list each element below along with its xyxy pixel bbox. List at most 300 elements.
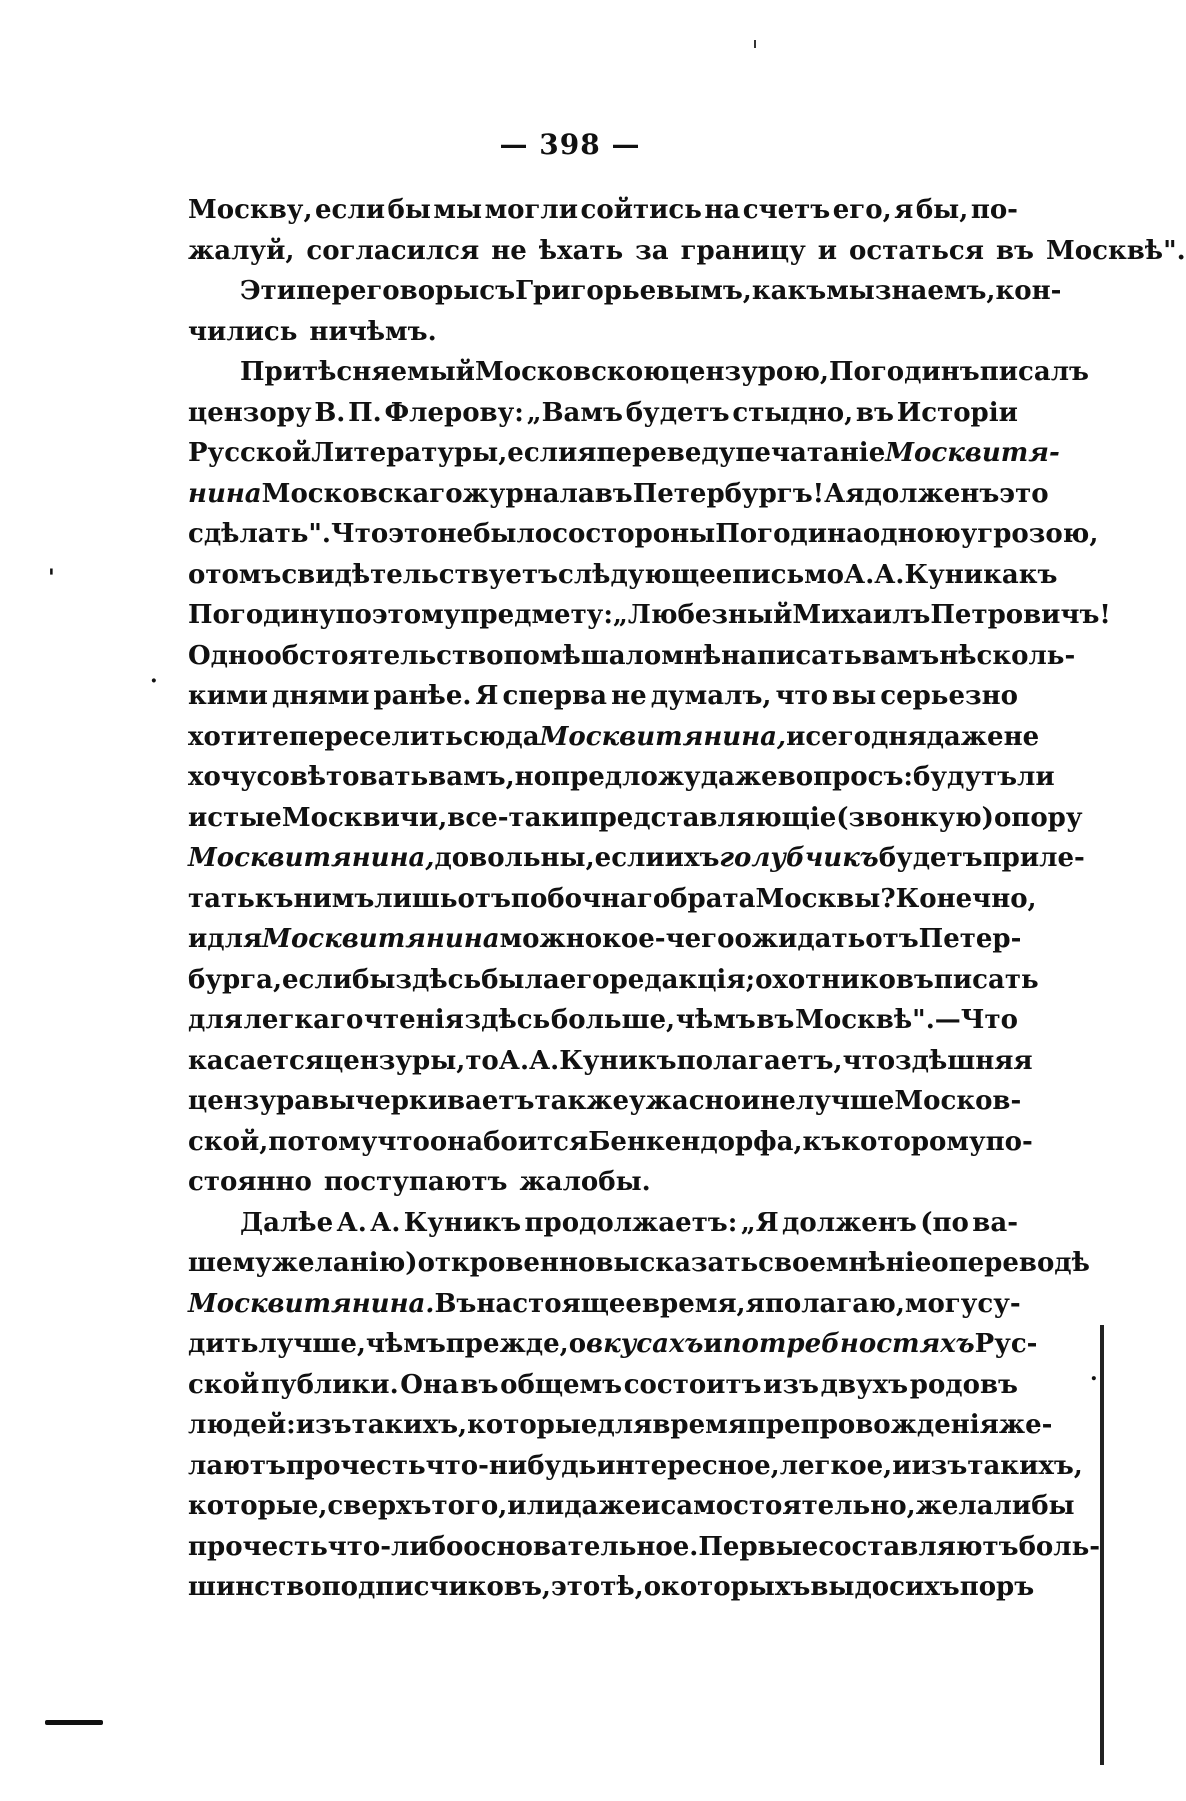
word: днями — [272, 681, 370, 711]
word: переговоры — [296, 276, 480, 306]
word: Москвѣ".—Что — [795, 1005, 1018, 1035]
word: боится — [483, 1126, 589, 1157]
word: вкусахъ — [586, 1329, 704, 1359]
text-line — [188, 312, 1018, 353]
word: „Вамъ — [526, 397, 623, 428]
word: Русской — [188, 438, 312, 468]
word: жалобы. — [519, 1167, 651, 1197]
word: была — [481, 964, 560, 995]
word: легкое, — [779, 1450, 893, 1481]
page-number: — 398 — — [499, 128, 641, 161]
word: лучше, — [258, 1329, 366, 1359]
word: Погодинъ — [828, 357, 980, 387]
word: Рус- — [974, 1329, 1038, 1359]
word: опору — [993, 802, 1083, 833]
word: въ — [460, 1369, 499, 1400]
word: А. — [336, 1207, 367, 1238]
word: ва- — [972, 1207, 1018, 1238]
word: публики. — [260, 1369, 399, 1400]
word: что-либо — [327, 1531, 464, 1562]
word: совѣтовать — [256, 762, 429, 792]
scan-mark-top — [754, 40, 756, 48]
word: на — [704, 195, 741, 225]
word: вопросъ: — [777, 762, 914, 792]
word: ли — [1017, 762, 1055, 792]
word: основательное. — [463, 1531, 699, 1562]
word: Исторіи — [896, 397, 1018, 428]
word: сдѣлать". — [188, 519, 331, 549]
word: даже — [926, 721, 1004, 752]
word: это — [388, 519, 438, 549]
text-line — [188, 838, 1085, 879]
word: что — [775, 681, 828, 711]
word: долженъ — [782, 1207, 917, 1238]
word: Московскою — [474, 357, 670, 387]
word: все-таки — [447, 802, 580, 833]
word: полагаю, — [764, 1288, 905, 1319]
word: Одно — [188, 640, 265, 671]
text-line — [188, 636, 1076, 677]
word: и — [703, 1329, 723, 1359]
word: мнѣніе — [825, 1248, 932, 1278]
text-line — [188, 1446, 1083, 1487]
word: знаемъ, — [874, 276, 996, 306]
word: хотите — [188, 721, 289, 752]
word: думалъ, — [650, 681, 772, 711]
word: которыхъ — [661, 1572, 811, 1602]
word: которые — [467, 1410, 598, 1440]
word: если — [594, 843, 665, 873]
word: до — [854, 1572, 890, 1602]
word: Далѣе — [240, 1207, 334, 1238]
text-line — [188, 919, 1022, 960]
word: „Любезный — [612, 600, 793, 630]
word: отъ — [865, 924, 919, 954]
word: Я — [475, 681, 499, 711]
word: о — [931, 1248, 949, 1278]
word: Куника — [904, 559, 1019, 590]
word: будетъ — [878, 843, 983, 873]
word: также — [534, 1086, 630, 1116]
word: здѣсь — [464, 1005, 551, 1035]
word: по- — [970, 195, 1018, 225]
word: Москвитянина. — [188, 1288, 435, 1319]
word: же- — [998, 1410, 1053, 1440]
word: ожидать — [734, 924, 866, 954]
word: границу — [680, 235, 806, 266]
text-line — [188, 960, 1039, 1001]
text-line — [188, 1122, 1033, 1163]
word: прочесть — [188, 1531, 328, 1562]
word: шему — [188, 1248, 272, 1278]
word: сегодня — [805, 721, 927, 752]
word: даже — [564, 1491, 642, 1521]
word: въ — [855, 397, 894, 428]
word: шинство — [188, 1572, 322, 1602]
word: вы — [810, 1572, 855, 1602]
word: написать — [721, 640, 862, 671]
word: слѣдующее — [558, 559, 733, 590]
word: бы, — [915, 195, 969, 225]
word: было — [473, 519, 553, 549]
margin-mark-dot: · — [150, 668, 158, 694]
word: редакція; — [609, 964, 756, 995]
word: со — [552, 519, 586, 549]
word: его, — [832, 195, 892, 225]
word: больше, — [550, 1005, 676, 1035]
word: время, — [641, 1288, 746, 1319]
word: Литературы, — [311, 438, 508, 468]
word: сихъ — [889, 1572, 960, 1602]
text-line — [188, 393, 1018, 434]
word: письмо — [732, 559, 845, 590]
word: изъ — [911, 1450, 968, 1481]
word: ской, — [188, 1126, 269, 1157]
word: это — [999, 478, 1049, 509]
word: голубчикъ — [719, 843, 879, 873]
text-line — [188, 1041, 1033, 1082]
text-line — [188, 555, 1058, 596]
word: будутъ — [913, 762, 1018, 792]
word: боль- — [1018, 1531, 1101, 1562]
word: Флерову: — [384, 397, 524, 428]
word: томъ — [205, 559, 282, 590]
word: Москвитя- — [885, 438, 1060, 468]
word: брата — [670, 883, 756, 914]
word: стоянно — [188, 1167, 312, 1197]
word: здѣшняя — [895, 1045, 1033, 1076]
word: дить — [188, 1329, 259, 1359]
body-text — [188, 190, 1186, 1608]
text-line — [188, 474, 1049, 515]
word: потому — [268, 1126, 378, 1157]
word: писать — [933, 964, 1039, 995]
word: по- — [985, 1126, 1033, 1157]
word: цензурою, — [669, 357, 829, 387]
word: Въ — [434, 1288, 477, 1319]
word: поступаютъ — [323, 1167, 508, 1197]
word: Петер- — [918, 924, 1022, 954]
word: Москвитянина — [262, 924, 500, 954]
word: не — [437, 519, 474, 549]
word: для — [207, 924, 263, 954]
text-line — [188, 433, 1060, 474]
word: (звонкую) — [836, 802, 994, 833]
word: или — [507, 1491, 565, 1521]
word: довольны, — [434, 843, 595, 873]
word: если — [507, 438, 578, 468]
word: по — [335, 600, 372, 630]
word: Москвичи, — [281, 802, 448, 833]
word: ѣхать — [538, 235, 624, 266]
text-line — [188, 1527, 1101, 1568]
word: въ — [995, 235, 1034, 266]
word: Петровичъ! — [930, 600, 1111, 630]
word: я — [894, 195, 914, 225]
word: бурга, — [188, 964, 282, 995]
word: Эти — [240, 276, 297, 306]
word: сойтись — [580, 195, 702, 225]
word: изъ — [763, 1369, 819, 1400]
scan-edge-dash — [45, 1720, 103, 1725]
word: угрозою, — [960, 519, 1099, 549]
word: остаться — [849, 235, 984, 266]
text-line — [188, 1243, 1090, 1284]
word: даже — [700, 762, 778, 792]
word: такихъ, — [351, 1410, 468, 1440]
word: но — [514, 762, 552, 792]
word: здѣсь — [395, 964, 482, 995]
word: представляющіе — [579, 802, 837, 833]
word: изъ — [295, 1410, 352, 1440]
word: вычеркиваетъ — [311, 1086, 535, 1116]
word: кое-чего — [602, 924, 735, 954]
word: къ — [1018, 559, 1058, 590]
word: нѣсколь- — [939, 640, 1076, 671]
word: для — [188, 1005, 243, 1035]
word: въ — [756, 1005, 795, 1035]
word: свое — [758, 1248, 826, 1278]
word: счетъ — [742, 195, 831, 225]
word: людей: — [188, 1410, 296, 1440]
text-line — [188, 1324, 1038, 1365]
word: чтенія — [364, 1005, 464, 1035]
word: двухъ — [820, 1369, 909, 1400]
text-line — [188, 757, 1055, 798]
word: ничѣмъ. — [309, 316, 437, 347]
text-line — [188, 271, 1062, 312]
word: о — [188, 559, 206, 590]
text-line — [188, 1486, 1075, 1527]
word: А — [824, 478, 846, 509]
word: Первые — [698, 1531, 819, 1562]
word: Притѣсняемый — [240, 357, 475, 387]
text-line — [188, 1203, 1018, 1244]
word: вы — [832, 681, 877, 711]
word: помѣшало — [503, 640, 662, 671]
word: хочу — [188, 762, 257, 792]
word: можно — [499, 924, 603, 954]
word: откровенно — [417, 1248, 596, 1278]
word: могли — [484, 195, 579, 225]
word: къ — [802, 1126, 842, 1157]
word: и — [740, 1086, 761, 1116]
word: предмету: — [460, 600, 613, 630]
word: серьезно — [880, 681, 1018, 711]
word: вамъ — [861, 640, 940, 671]
word: самостоятельно, — [660, 1491, 916, 1521]
word: съ — [479, 276, 516, 306]
word: лучше — [795, 1086, 895, 1116]
word: я — [577, 438, 597, 468]
word: Москвитянина, — [539, 721, 787, 752]
word: обстоятельство — [264, 640, 504, 671]
word: нимъ — [293, 883, 375, 914]
text-line — [188, 1365, 1018, 1406]
word: приле- — [982, 843, 1085, 873]
word: мы — [433, 195, 483, 225]
word: журнала — [462, 478, 595, 509]
word: Куникъ — [559, 1045, 677, 1076]
word: если — [315, 195, 385, 225]
word: лаютъ — [188, 1450, 286, 1481]
word: (по — [920, 1207, 969, 1238]
word: я — [745, 1288, 765, 1319]
word: ской — [188, 1369, 260, 1400]
word: Бенкендорфа, — [588, 1126, 803, 1157]
word: согласился — [306, 235, 480, 266]
word: прежде, — [445, 1329, 569, 1359]
word: не — [760, 1086, 796, 1116]
word: писалъ — [979, 357, 1089, 387]
word: бы — [1031, 1491, 1075, 1521]
word: этому — [371, 600, 461, 630]
word: ранѣе. — [373, 681, 472, 711]
word: что — [377, 1126, 430, 1157]
text-line — [188, 879, 1037, 920]
word: потребностяхъ — [722, 1329, 975, 1359]
word: не — [491, 235, 527, 266]
word: его — [559, 964, 610, 995]
word: стыдно, — [732, 397, 854, 428]
word: Москвы? — [755, 883, 896, 914]
word: предложу — [551, 762, 701, 792]
text-line — [188, 1000, 1018, 1041]
word: и — [892, 1450, 912, 1481]
word: которому — [841, 1126, 986, 1157]
word: общемъ — [500, 1369, 623, 1400]
word: охотниковъ — [755, 964, 934, 995]
word: чѣмъ — [365, 1329, 446, 1359]
word: полагаетъ, — [676, 1045, 843, 1076]
word: кими — [188, 681, 268, 711]
word: тать — [188, 883, 255, 914]
word: для — [597, 1410, 653, 1440]
word: кон- — [995, 276, 1062, 306]
word: какъ — [751, 276, 827, 306]
word: П. — [348, 397, 382, 428]
word: А. — [844, 559, 875, 590]
word: нина — [188, 478, 262, 509]
word: времяпрепровожденія — [652, 1410, 999, 1440]
word: А. — [370, 1207, 401, 1238]
text-line — [188, 717, 1040, 758]
text-line — [188, 595, 1111, 636]
word: того, — [431, 1491, 508, 1521]
text-line — [188, 1405, 1053, 1446]
word: чѣмъ — [675, 1005, 756, 1035]
word: ихъ — [664, 843, 720, 873]
word: прочесть — [285, 1450, 426, 1481]
word: и — [817, 235, 838, 266]
word: переводѣ — [948, 1248, 1090, 1278]
word: что-нибудь — [425, 1450, 597, 1481]
word: высказать — [595, 1248, 759, 1278]
word: за — [635, 235, 669, 266]
word: цензура — [188, 1086, 312, 1116]
word: А. — [874, 559, 905, 590]
word: желали — [915, 1491, 1032, 1521]
word: это — [550, 1572, 601, 1602]
word: Москвитянина, — [188, 843, 435, 873]
word: Она — [400, 1369, 459, 1400]
word: и — [188, 924, 208, 954]
word: Москвѣ". — [1046, 235, 1186, 266]
word: Михаилъ — [792, 600, 931, 630]
word: В. — [314, 397, 346, 428]
word: къ — [254, 883, 294, 914]
word: свидѣтельствуетъ — [281, 559, 558, 590]
word: такихъ, — [967, 1450, 1083, 1481]
word: составляютъ — [818, 1531, 1019, 1562]
word: что — [842, 1045, 896, 1076]
word: Московскаго — [261, 478, 463, 509]
word: въ — [594, 478, 633, 509]
word: не — [611, 681, 647, 711]
text-line — [188, 231, 1186, 272]
word: интересное, — [596, 1450, 780, 1481]
text-line — [188, 514, 1099, 555]
word: будетъ — [625, 397, 730, 428]
word: Григорьевымъ, — [515, 276, 752, 306]
word: побочнаго — [510, 883, 671, 914]
word: су- — [977, 1288, 1021, 1319]
word: цензору — [188, 397, 312, 428]
word: продолжаетъ: — [524, 1207, 738, 1238]
text-line — [188, 1567, 1035, 1608]
word: я — [845, 478, 865, 509]
word: переведу — [596, 438, 736, 468]
word: одною — [862, 519, 961, 549]
word: сперва — [502, 681, 607, 711]
word: подписчиковъ, — [321, 1572, 551, 1602]
word: могу — [904, 1288, 978, 1319]
word: долженъ — [864, 478, 1000, 509]
word: состоитъ — [623, 1369, 762, 1400]
text-line — [188, 190, 1018, 231]
text-line — [188, 1284, 1021, 1325]
word: она — [429, 1126, 484, 1157]
word: печатаніе — [735, 438, 886, 468]
word: сверхъ — [327, 1491, 432, 1521]
word: стороны — [585, 519, 716, 549]
word: цензуры, — [324, 1045, 466, 1076]
text-line — [188, 798, 1083, 839]
word: желанію) — [271, 1248, 418, 1278]
word: настоящее — [476, 1288, 642, 1319]
word: А. — [498, 1045, 529, 1076]
word: переселить — [288, 721, 463, 752]
word: чились — [188, 316, 298, 347]
margin-mark-left: ' — [48, 565, 55, 591]
word: то — [465, 1045, 499, 1076]
word: и — [641, 1491, 661, 1521]
word: сюда — [462, 721, 540, 752]
word: жалуй, — [188, 235, 295, 266]
word: бы — [387, 195, 431, 225]
word: легкаго — [243, 1005, 364, 1035]
word: Погодина — [715, 519, 863, 549]
word: мнѣ — [661, 640, 722, 671]
text-line — [188, 1081, 1022, 1122]
word: лишь — [374, 883, 458, 914]
word: ужасно — [629, 1086, 741, 1116]
word: не — [1003, 721, 1040, 752]
word: еслибы — [282, 964, 396, 995]
word: и — [786, 721, 806, 752]
word: „Я — [740, 1207, 779, 1238]
word: касается — [188, 1045, 324, 1076]
